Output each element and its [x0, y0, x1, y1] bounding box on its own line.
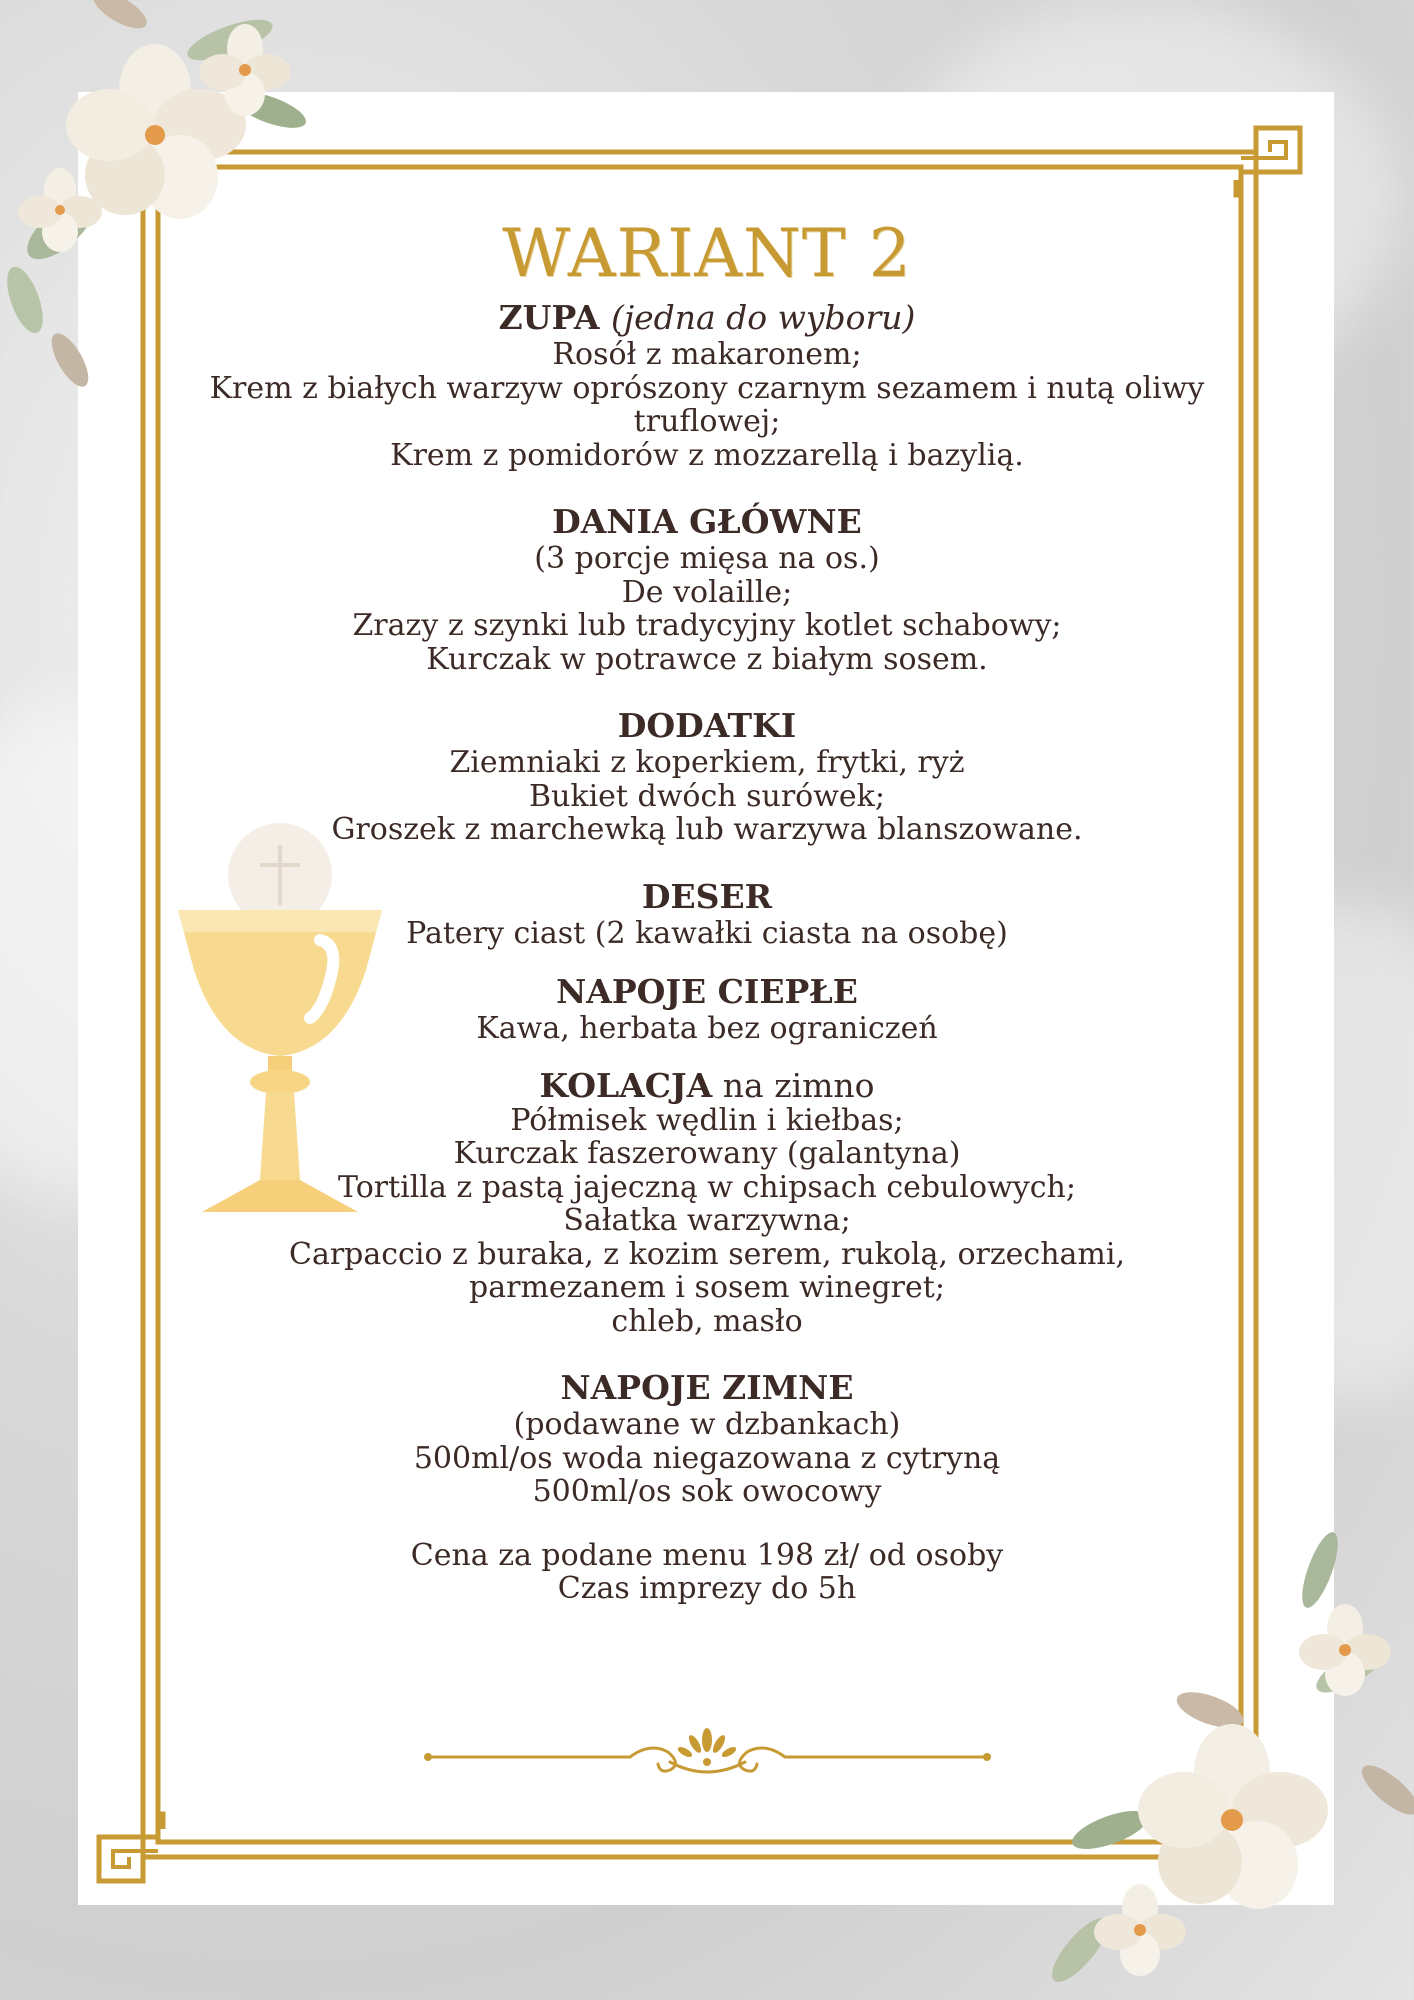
section-heading-dodatki: DODATKI [617, 706, 797, 745]
menu-line: 500ml/os sok owocowy [532, 1474, 882, 1509]
section-heading-zupa [150, 298, 1264, 338]
menu-line: 500ml/os woda niegazowana z cytryną [413, 1440, 1001, 1476]
section-heading-deser: DESER [641, 876, 773, 916]
menu-line: Kurczak faszerowany (galantyna) [453, 1136, 961, 1171]
menu-line: parmezanem i sosem winegret; [469, 1270, 945, 1305]
menu-line: Krem z białych warzyw oprószony czarnym sezamem i nutą oliwy [209, 370, 1205, 406]
menu-line: (3 porcje mięsa na os.) [534, 541, 880, 576]
menu-line: Patery ciast (2 kawałki ciasta na osobę) [406, 915, 1008, 951]
menu-line: Carpaccio z buraka, z kozim serem, rukolą, orzechami, [288, 1236, 1126, 1272]
menu-line: Kawa, herbata bez ograniczeń [476, 1011, 938, 1046]
page-title: WARIANT 2 [502, 215, 912, 292]
ornament-divider [420, 1722, 995, 1792]
menu-line: truflowej; [633, 404, 781, 439]
menu-line: Ziemniaki z koperkiem, frytki, ryż [449, 745, 965, 780]
heading-text: KOLACJA [539, 1065, 713, 1105]
menu-line: Tortilla z pastą jajeczną w chipsach cebulowych; [338, 1169, 1076, 1205]
menu-line: Kurczak w potrawce z białym sosem. [426, 641, 988, 677]
menu-line: Rosół z makaronem; [552, 337, 862, 372]
section-heading-kolacja [150, 1065, 1264, 1105]
section-heading-napoje-cieple: NAPOJE CIEPŁE [556, 972, 858, 1011]
price-line: Cena za podane menu 198 zł/ od osoby [410, 1537, 1004, 1573]
menu-line: Bukiet dwóch surówek; [529, 778, 885, 814]
heading-text: ZUPA [498, 298, 600, 337]
section-heading-napoje-zimne: NAPOJE ZIMNE [560, 1368, 854, 1407]
menu-line: Zrazy z szynki lub tradycyjny kotlet schabowy; [352, 608, 1062, 643]
duration-line: Czas imprezy do 5h [557, 1571, 857, 1606]
section-heading-dania: DANIA GŁÓWNE [552, 502, 862, 541]
menu-line: chleb, masło [611, 1303, 803, 1339]
menu-line: Krem z pomidorów z mozzarellą i bazylią. [390, 437, 1024, 473]
heading-note: (jedna do wyboru) [610, 298, 916, 337]
menu-line: De volaille; [621, 574, 793, 610]
menu-line: Groszek z marchewką lub warzywa blanszowane. [331, 812, 1083, 847]
menu-line: (podawane w dzbankach) [513, 1407, 901, 1442]
menu-line: Półmisek wędlin i kiełbas; [510, 1102, 904, 1138]
menu-line: Sałatka warzywna; [563, 1203, 851, 1238]
heading-suffix: na zimno [712, 1065, 875, 1105]
menu-content [150, 210, 1264, 1606]
